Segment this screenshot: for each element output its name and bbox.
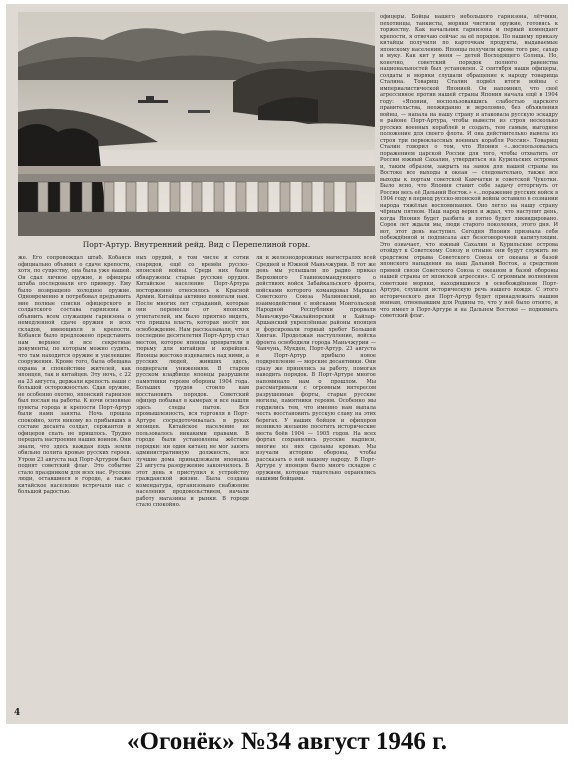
harbor-photo <box>18 12 375 236</box>
article-column-3: ли и железнодорожных магистралях всей Средней и Южной Маньчжурии. В тот же день мы услышали по радио приказ Верховного Главнокомандующего о действиях войск Забайкальского фронта, войсками которого командовал Маршал Советского Союза Малиновский, во взаимодействии с войсками Монгольской Народной Республики прорвали Маньчжуро-Чжалайнорский и Хайлар-Аршанский укреплённые районы японцев и форсировали горный хребет Большой Хинган. Продолжая наступление, войска фронта освободили города Маньчжурии — Чанчунь, Мукден, Порт-Артур. 23 августа в Порт-Артур прибыло новое подкрепление — морские десантники. Они сразу же принялись за работу, помогая наводить порядок. В Порт-Артуре многое напоминало нам о прошлом. Мы рассматривали с огромным интересом разрушенные форты, старые русские могилы, памятники героям. Особенно мы гордились тем, что именно нам выпала честь восстановить русскую славу на этих берегах. У наших бойцов и офицеров возникло желание посетить исторические места боёв 1904 — 1905 годов. На всех фортах сохранились русские надписи, многие из них сделаны кровью. Мы изучали историю обороны, чтобы рассказать о ней нашему народу. В Порт-Артуре у японцев было много складов с оружием, которые тщательно охранялись нашими бойцами. <box>256 255 376 482</box>
magazine-page <box>6 4 568 724</box>
page-number: 4 <box>14 708 21 718</box>
article-column-2: ных орудий, в том числе и сотни снарядов, ещё со времён русско-японской войны. Среди них были обнаружены старые русские орудия. Китайское население Порт-Артура восторженно относилось к Красной Армии. Китайцы активно помогали нам. После многих лет страданий, которые они перенесли от японских угнетателей, им было приятно видеть, что пришла власть, которая несёт им освобождение. Нам рассказывали, что в последние десятилетия Порт-Артур стал местом, которое японцы превратили в тюрьму для китайцев и корейцев. Японцы жестоко издевались над ними, а русских людей, живших здесь, подвергали унижениям. В старом русском кладбище японцы разрушили памятники героям обороны 1904 года. Больших трудов стоило нам восстановить порядок. Советский офицер побывал в камерах и все нашли здесь следы пыток. Вся промышленность, вся торговля в Порт-Артуре сосредоточивалась в руках японцев. Китайское население не пользовалось никакими правами. В городе были установлены жёсткие порядки: ни один китаец не мог занять административную должность, все лучшие дома принадлежали японцам. 23 августа разоружение закончилось. В этот день я приступил к устройству гражданской жизни. Была создана комендатура, организовано снабжение населения продовольствием, начали работу магазины и рынки. В городе стало спокойно. <box>136 255 249 508</box>
harbor-photo-image <box>18 12 375 236</box>
publication-footer: «Огонёк» №34 август 1946 г. <box>127 728 447 755</box>
article-column-right: офицеры. Бойцы нашего небольшого гарнизона, лётчики, пехотинцы, танкисты, моряки чистили оружие, готовясь к торжеству. Как начальник гарнизона и первый комендант крепости, я отвечаю сейчас за её порядок. По нашему приказу китайцы получили по карточкам продукты, выдаваемые японскому населению. Японцы получили кроме того рис, сахар и муку. Как кит у меня — детей Восходящего Солнца. Но, конечно, советский порядок полного равенства национальностей был установлен. 2 сентября наши офицеры, солдаты и моряки слушали обращение к народу товарища Сталина. Товарищ Сталин подвёл итоги войны с империалистической Японией. Он напомнил, что своё агрессивное против нашей страны Япония начала ещё в 1904 году: «Японии, воспользовавшись слабостью царского правительства, неожиданно и вероломно, без объявления войны, — напала на нашу страну и атаковала русскую эскадру в районе Порт-Артура, чтобы вывести из строя несколько русских военных кораблей и создать, тем самым, выгодное положение для своего флота. И она действительно вывела из строя три первоклассных военных корабля России». Товарищ Сталин говорил о том, что Япония «...воспользовалась поражением царской России для того, чтобы отхватить от России южный Сахалин, утвердиться на Курильских островах и, таким образом, закрыть на замок для нашей страны на Востоке все выходы в океан — следовательно, также все выходы к портам советской Камчатки и советской Чукотки. Было ясно, что Япония ставит себе задачу отторгнуть от России весь её Дальний Восток.» «...поражение русских войск в 1904 году в период русско-японской войны оставило в сознании народа тяжёлые воспоминания. Оно легло на нашу страну чёрным пятном. Наш народ верил и ждал, что наступит день, когда Япония будет разбита и пятно будет ликвидировано. Сорок лет ждали мы, люди старого поколения, этого дня. И вот, этот день наступил. Сегодня Япония признала себя побеждённой и подписала акт безоговорочной капитуляции. Это означает, что южный Сахалин и Курильские острова отойдут к Советскому Союзу и отныне они будут служить не средством отрыва Советского Союза от океана и базой японского нападения на наш Дальний Восток, а средством прямой связи Советского Союза с океаном и базой обороны нашей страны от японской агрессии». С огромным волнением советские моряки, находившиеся в освобождённом Порт-Артуре, слушали историческую речь нашего вождя. С этого исторического дня Порт-Артур будет принадлежать нашим воинам, отвоевавшим для Родины то, что у неё было отнято, и что имеет в Порт-Артуре и на Дальнем Востоке — поднимать советский флаг. <box>380 14 558 319</box>
article-column-1: же. Его сопровождал штаб. Кобаяси официально объявил о сдаче крепости, хотя, по существу, она была уже нашей. Он сдал личное оружие, и офицеры штаба последовали его примеру. Ему было возвращено холодное оружие. Одновременно я потребовал предъявить мне полные списки офицерского и солдатского состава гарнизона и объявить всем служащим гарнизона о немедленной сдаче оружия и всех складов, имеющихся в крепости. Кобаяси было предложено представить нам верхнее и все секретные документы, по которым можно судить, что там находится оружие и уцелевшие сооружения. Кроме того, была обещана охрана и спокойствие жителей, как японцев, так и китайцев. Эту ночь, с 22 на 23 августа, держали крепость наши с большой осторожностью. Сдав оружие, не особенно охотно, японский гарнизон был послан на работы. К ночи основные пункты города и крепости Порт-Артур были нами заняты. Ночь прошла спокойно, хотя никому из прибывших в составе десанта солдат, сержантов и офицеров спать не пришлось. Трудно передать настроение наших воинов. Они знали, что здесь каждая пядь земли обильно полита кровью русских героев. Утром 23 августа над Порт-Артуром был поднят советский флаг. Это событие стало праздником для всех нас. Русские люди, оставшиеся в городе, а также китайское население встречали нас с большой радостью. <box>18 255 131 495</box>
photo-caption: Порт-Артур. Внутренний рейд. Вид с Перепелиной горы. <box>82 240 311 249</box>
